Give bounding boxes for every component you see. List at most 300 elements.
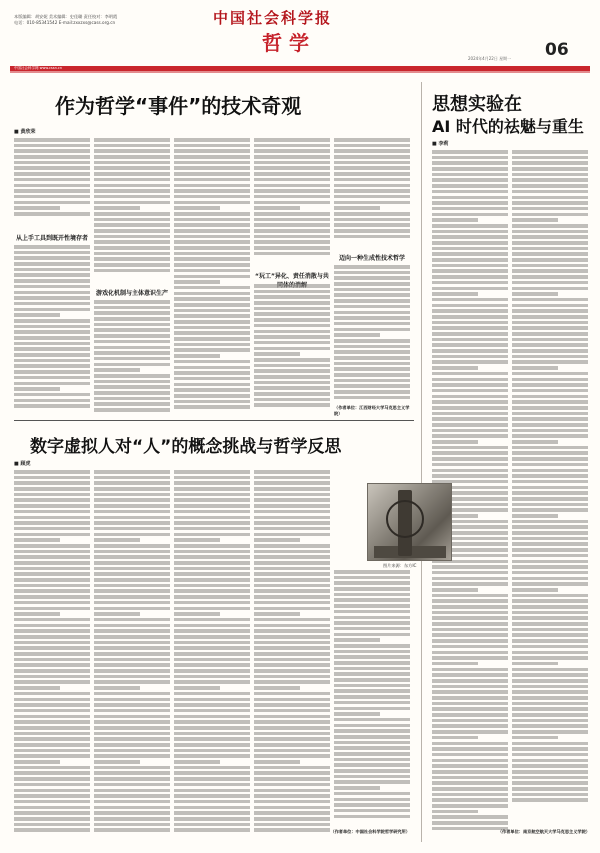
- text-line: [512, 531, 588, 535]
- text-line: [94, 311, 170, 315]
- text-line: [512, 651, 588, 655]
- text-line: [512, 298, 588, 302]
- text-line: [512, 338, 588, 342]
- text-line: [174, 292, 250, 296]
- text-line: [512, 605, 588, 609]
- text-line: [432, 781, 508, 785]
- text-line: [254, 398, 330, 402]
- text-line: [94, 521, 170, 525]
- text-line: [334, 172, 410, 176]
- text-line: [94, 493, 170, 497]
- text-line: [432, 378, 508, 382]
- text-line: [174, 504, 250, 508]
- text-line: [174, 269, 250, 273]
- editor-credits: [14, 14, 164, 26]
- text-line: [254, 709, 330, 713]
- contact-line: 电话：010-85341542 E-mail:zxxzxs@cass.org.cn: [14, 20, 116, 25]
- text-line: [512, 264, 588, 268]
- text-line: [174, 777, 250, 781]
- text-line: [512, 525, 588, 529]
- text-line: [14, 206, 60, 210]
- text-line: [94, 783, 170, 787]
- text-line: [254, 635, 330, 639]
- text-line: [512, 400, 588, 404]
- text-line: [432, 736, 478, 740]
- text-line: [512, 679, 588, 683]
- text-line: [254, 392, 330, 396]
- text-line: [14, 251, 90, 255]
- text-line: [432, 156, 508, 160]
- text-line: [432, 258, 508, 262]
- text-line: [174, 641, 250, 645]
- article-3-title: 数字虚拟人对“人”的概念挑战与哲学反思: [30, 437, 342, 457]
- text-line: [432, 332, 508, 336]
- text-line: [174, 246, 250, 250]
- text-line: [254, 686, 300, 690]
- text-line: [432, 565, 508, 569]
- text-line: [512, 673, 588, 677]
- text-line: [174, 377, 250, 381]
- text-line: [174, 749, 250, 753]
- text-line: [94, 504, 170, 508]
- text-line: [94, 481, 170, 485]
- text-line: [174, 394, 250, 398]
- article-1-col-1: [14, 138, 90, 223]
- text-line: [174, 326, 250, 330]
- text-line: [512, 326, 588, 330]
- text-line: [174, 476, 250, 480]
- text-line: [174, 692, 250, 696]
- text-line: [254, 538, 300, 542]
- text-line: [254, 155, 330, 159]
- text-line: [512, 503, 588, 507]
- text-line: [432, 366, 478, 370]
- text-line: [254, 783, 330, 787]
- text-line: [432, 582, 508, 586]
- text-line: [94, 263, 170, 267]
- text-line: [174, 493, 250, 497]
- text-line: [254, 341, 330, 345]
- text-line: [94, 363, 170, 367]
- text-line: [14, 533, 90, 537]
- text-line: [94, 726, 170, 730]
- text-line: [334, 598, 410, 602]
- text-line: [512, 241, 588, 245]
- text-line: [432, 662, 478, 666]
- text-line: [512, 537, 588, 541]
- text-line: [432, 412, 508, 416]
- text-line: [432, 247, 508, 251]
- text-line: [512, 383, 588, 387]
- text-line: [254, 284, 330, 288]
- text-line: [254, 364, 330, 368]
- text-line: [334, 587, 410, 591]
- text-line: [334, 390, 410, 394]
- text-line: [174, 297, 250, 301]
- text-line: [432, 793, 508, 797]
- text-line: [94, 709, 170, 713]
- text-line: [14, 652, 90, 656]
- text-line: [174, 652, 250, 656]
- text-line: [14, 749, 90, 753]
- text-line: [14, 262, 90, 266]
- text-line: [254, 487, 330, 491]
- text-line: [432, 218, 478, 222]
- text-line: [254, 246, 330, 250]
- text-line: [174, 698, 250, 702]
- text-line: [432, 622, 508, 626]
- text-line: [432, 571, 508, 575]
- article-3-photo: [367, 483, 452, 561]
- text-line: [14, 498, 90, 502]
- text-line: [512, 360, 588, 364]
- text-line: [254, 806, 330, 810]
- text-line: [512, 178, 588, 182]
- article-2-affiliation: （作者单位：南京航空航天大学马克思主义学院）: [497, 829, 590, 834]
- text-line: [334, 775, 410, 779]
- text-line: [512, 474, 588, 478]
- text-line: [334, 235, 410, 239]
- text-line: [254, 172, 330, 176]
- text-line: [334, 149, 410, 153]
- text-line: [432, 651, 508, 655]
- text-line: [334, 184, 410, 188]
- text-line: [14, 184, 90, 188]
- text-line: [512, 685, 588, 689]
- text-line: [334, 333, 380, 337]
- text-line: [94, 607, 170, 611]
- text-line: [334, 638, 380, 642]
- text-line: [174, 286, 250, 290]
- text-line: [334, 672, 410, 676]
- text-line: [432, 417, 508, 421]
- text-line: [174, 470, 250, 474]
- text-line: [14, 686, 60, 690]
- text-line: [432, 338, 508, 342]
- text-line: [14, 296, 90, 300]
- text-line: [94, 149, 170, 153]
- text-line: [14, 516, 90, 520]
- text-line: [174, 405, 250, 409]
- text-line: [432, 389, 508, 393]
- text-line: [512, 434, 588, 438]
- text-line: [512, 372, 588, 376]
- text-line: [14, 510, 90, 514]
- text-line: [512, 252, 588, 256]
- text-line: [94, 229, 170, 233]
- text-line: [174, 589, 250, 593]
- text-line: [254, 629, 330, 633]
- text-line: [512, 633, 588, 637]
- text-line: [432, 446, 508, 450]
- text-line: [254, 358, 330, 362]
- text-line: [14, 794, 90, 798]
- text-line: [174, 212, 250, 216]
- text-line: [14, 353, 90, 357]
- text-line: [174, 595, 250, 599]
- text-line: [14, 737, 90, 741]
- text-line: [254, 149, 330, 153]
- text-line: [14, 726, 90, 730]
- text-line: [512, 417, 588, 421]
- text-line: [174, 703, 250, 707]
- text-line: [512, 798, 588, 802]
- text-line: [14, 245, 90, 249]
- text-line: [254, 189, 330, 193]
- text-line: [254, 166, 330, 170]
- text-line: [512, 258, 588, 262]
- text-line: [94, 252, 170, 256]
- text-line: [432, 815, 508, 819]
- text-line: [14, 172, 90, 176]
- text-line: [254, 161, 330, 165]
- page-number: 06: [545, 40, 569, 60]
- text-line: [94, 663, 170, 667]
- text-line: [14, 709, 90, 713]
- text-line: [254, 692, 330, 696]
- text-line: [14, 601, 90, 605]
- article-1-col-5b: [334, 265, 410, 403]
- text-line: [254, 381, 330, 385]
- text-line: [94, 703, 170, 707]
- text-line: [174, 823, 250, 827]
- text-line: [334, 621, 410, 625]
- text-line: [254, 601, 330, 605]
- text-line: [334, 299, 410, 303]
- text-line: [254, 652, 330, 656]
- text-line: [432, 588, 478, 592]
- text-line: [432, 804, 508, 808]
- text-line: [14, 521, 90, 525]
- text-line: [14, 359, 90, 363]
- text-line: [94, 346, 170, 350]
- text-line: [14, 595, 90, 599]
- text-line: [512, 247, 588, 251]
- text-line: [174, 669, 250, 673]
- text-line: [14, 347, 90, 351]
- text-line: [432, 776, 508, 780]
- text-line: [432, 719, 508, 723]
- text-line: [94, 397, 170, 401]
- text-line: [94, 572, 170, 576]
- text-line: [254, 715, 330, 719]
- text-line: [432, 241, 508, 245]
- text-line: [94, 340, 170, 344]
- text-line: [14, 715, 90, 719]
- text-line: [432, 594, 508, 598]
- text-line: [14, 166, 90, 170]
- text-line: [174, 686, 220, 690]
- website-link[interactable]: 中国社会科学网 www.cssn.cn: [14, 66, 63, 70]
- text-line: [174, 766, 250, 770]
- text-line: [432, 196, 508, 200]
- text-line: [14, 144, 90, 148]
- text-line: [174, 252, 250, 256]
- text-line: [512, 491, 588, 495]
- text-line: [334, 707, 410, 711]
- text-line: [94, 510, 170, 514]
- text-line: [512, 378, 588, 382]
- text-line: [14, 675, 90, 679]
- text-line: [174, 555, 250, 559]
- text-line: [512, 287, 588, 291]
- text-line: [94, 811, 170, 815]
- text-line: [432, 759, 508, 763]
- text-line: [14, 811, 90, 815]
- text-line: [432, 372, 508, 376]
- text-line: [174, 607, 250, 611]
- article-1-col-1b: [14, 245, 90, 415]
- text-line: [432, 599, 508, 603]
- text-line: [512, 781, 588, 785]
- text-line: [94, 235, 170, 239]
- text-line: [14, 399, 90, 403]
- text-line: [432, 753, 508, 757]
- text-line: [512, 275, 588, 279]
- text-line: [334, 570, 410, 574]
- text-line: [174, 533, 250, 537]
- text-line: [254, 789, 330, 793]
- text-line: [94, 380, 170, 384]
- text-line: [432, 685, 508, 689]
- text-line: [334, 328, 410, 332]
- text-line: [14, 589, 90, 593]
- text-line: [334, 581, 410, 585]
- text-line: [512, 161, 588, 165]
- text-line: [512, 429, 588, 433]
- article-1-affiliation: （作者单位：江西财经大学马克思主义学院）: [334, 405, 410, 416]
- text-line: [254, 144, 330, 148]
- article-1-subhead-4: 迈向一种生成性技术哲学: [338, 255, 405, 262]
- text-line: [334, 201, 410, 205]
- text-line: [254, 403, 330, 407]
- text-line: [94, 357, 170, 361]
- text-line: [512, 759, 588, 763]
- text-line: [14, 291, 90, 295]
- text-line: [94, 612, 140, 616]
- text-line: [94, 189, 170, 193]
- text-line: [334, 379, 410, 383]
- text-line: [174, 303, 250, 307]
- text-line: [94, 635, 170, 639]
- text-line: [14, 178, 90, 182]
- column-divider: [421, 82, 422, 842]
- text-line: [174, 743, 250, 747]
- article-1-col-2b: [94, 300, 170, 415]
- text-line: [432, 605, 508, 609]
- text-line: [432, 281, 508, 285]
- text-line: [94, 646, 170, 650]
- text-line: [512, 292, 558, 296]
- text-line: [254, 823, 330, 827]
- text-line: [14, 572, 90, 576]
- text-line: [512, 542, 588, 546]
- text-line: [334, 195, 410, 199]
- text-line: [334, 189, 410, 193]
- text-line: [174, 360, 250, 364]
- text-line: [174, 521, 250, 525]
- text-line: [432, 611, 508, 615]
- text-line: [512, 281, 588, 285]
- text-line: [94, 470, 170, 474]
- text-line: [14, 470, 90, 474]
- text-line: [174, 646, 250, 650]
- text-line: [254, 646, 330, 650]
- text-line: [512, 355, 588, 359]
- text-line: [432, 343, 508, 347]
- text-line: [254, 223, 330, 227]
- text-line: [14, 189, 90, 193]
- text-line: [14, 550, 90, 554]
- article-1-subhead-3: “玩工”异化、责任消散与共: [255, 273, 329, 280]
- text-line: [432, 201, 508, 205]
- text-line: [254, 347, 330, 351]
- text-line: [14, 567, 90, 571]
- article-2-title-line-1: 思想实验在: [432, 94, 522, 115]
- text-line: [334, 712, 380, 716]
- text-line: [432, 173, 508, 177]
- text-line: [512, 582, 588, 586]
- text-line: [334, 293, 410, 297]
- text-line: [254, 510, 330, 514]
- text-line: [94, 246, 170, 250]
- text-line: [512, 594, 588, 598]
- article-1-subhead-2: 游戏化机制与主体意识生产: [95, 290, 168, 297]
- text-line: [512, 451, 588, 455]
- text-line: [432, 577, 508, 581]
- text-line: [334, 758, 410, 762]
- text-line: [254, 578, 330, 582]
- section-title: 哲学: [262, 31, 316, 55]
- text-line: [14, 487, 90, 491]
- text-line: [94, 601, 170, 605]
- text-line: [334, 384, 410, 388]
- text-line: [334, 276, 410, 280]
- text-line: [512, 230, 588, 234]
- text-line: [432, 463, 508, 467]
- text-line: [432, 747, 508, 751]
- text-line: [14, 806, 90, 810]
- text-line: [512, 469, 588, 473]
- text-line: [334, 815, 410, 819]
- text-line: [254, 760, 300, 764]
- text-line: [432, 821, 508, 825]
- text-line: [334, 223, 410, 227]
- text-line: [174, 263, 250, 267]
- text-line: [14, 285, 90, 289]
- text-line: [334, 718, 410, 722]
- article-1-col-3: [174, 138, 250, 415]
- text-line: [432, 309, 508, 313]
- text-line: [254, 817, 330, 821]
- text-line: [94, 823, 170, 827]
- text-line: [14, 273, 90, 277]
- text-line: [94, 578, 170, 582]
- text-line: [14, 703, 90, 707]
- text-line: [432, 702, 508, 706]
- text-line: [254, 318, 330, 322]
- text-line: [174, 561, 250, 565]
- text-line: [432, 696, 508, 700]
- text-line: [432, 178, 508, 182]
- text-line: [254, 330, 330, 334]
- text-line: [14, 325, 90, 329]
- text-line: [512, 343, 588, 347]
- text-line: [94, 257, 170, 261]
- text-line: [512, 520, 588, 524]
- text-line: [432, 810, 478, 814]
- text-line: [432, 150, 508, 154]
